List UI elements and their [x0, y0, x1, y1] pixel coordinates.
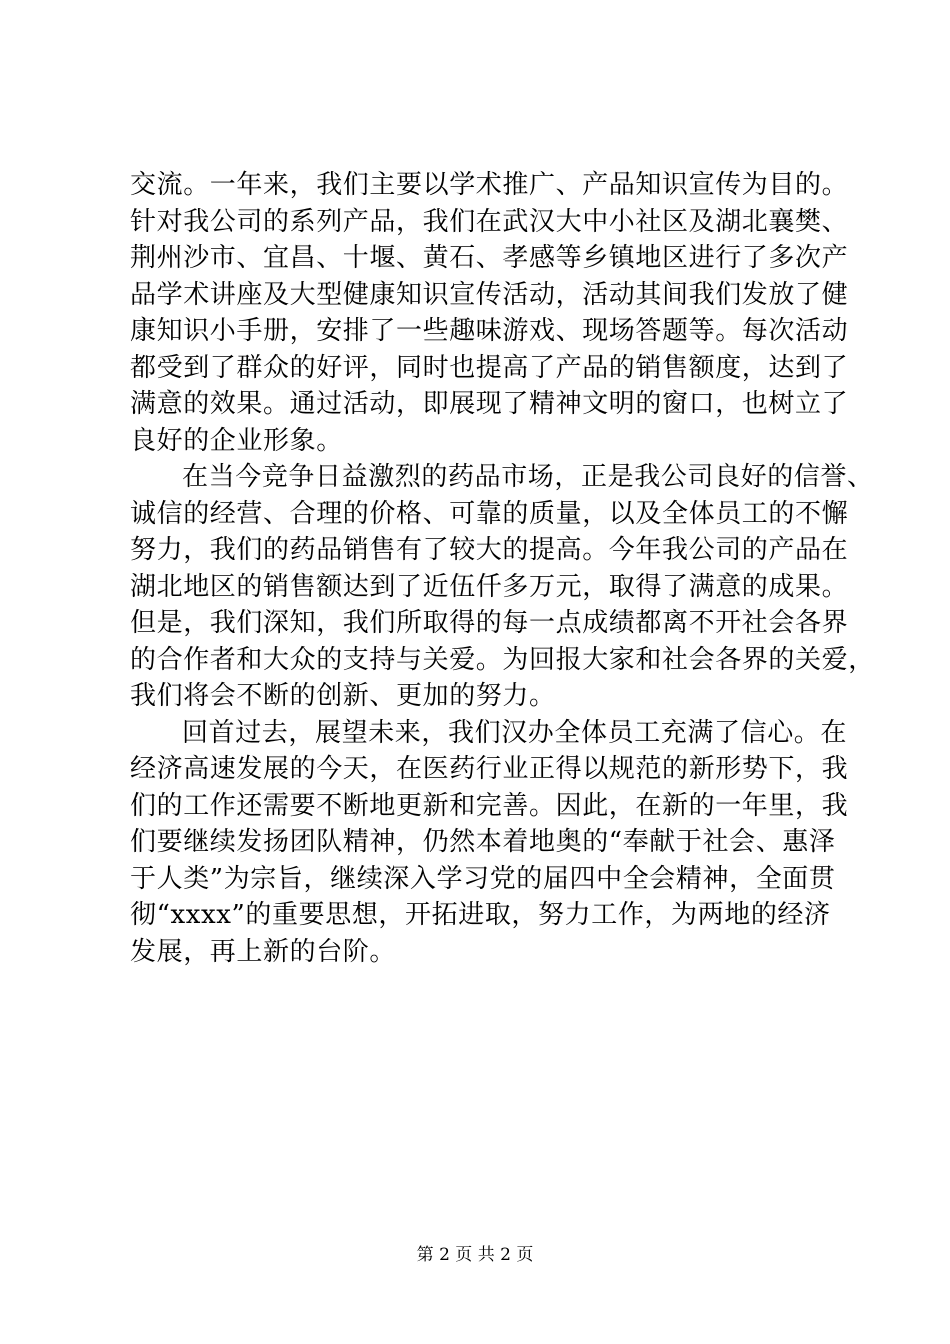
text-line: 们要继续发扬团队精神，仍然本着地奥的“奉献于社会、惠泽 [130, 827, 836, 857]
text-line: 湖北地区的销售额达到了近伍仟多万元，取得了满意的成果。 [130, 571, 849, 602]
text-line: 发展，再上新的台阶。 [130, 936, 397, 967]
text-line: 都受到了群众的好评，同时也提高了产品的销售额度，达到了 [130, 352, 849, 383]
text-line: 们的工作还需要不断地更新和完善。因此，在新的一年里，我 [130, 790, 849, 821]
text-line: 针对我公司的系列产品，我们在武汉大中小社区及湖北襄樊、 [130, 206, 849, 237]
text-line: 回首过去，展望未来，我们汉办全体员工充满了信心。在 [182, 717, 848, 748]
document-body [130, 167, 875, 970]
text-line: 于人类”为宗旨，继续深入学习党的届四中全会精神，全面贯 [130, 863, 836, 894]
page-footer: 第 2 页 共 2 页 [416, 1245, 534, 1265]
text-line: 良好的企业形象。 [130, 425, 343, 456]
text-line: 满意的效果。通过活动，即展现了精神文明的窗口，也树立了 [130, 389, 849, 419]
text-line: 品学术讲座及大型健康知识宣传活动，活动其间我们发放了健 [130, 279, 849, 310]
text-line: 经济高速发展的今天，在医药行业正得以规范的新形势下，我 [130, 754, 849, 784]
text-line: 彻“xxxx”的重要思想，开拓进取，努力工作，为两地的经济 [130, 900, 831, 930]
text-line: 但是，我们深知，我们所取得的每一点成绩都离不开社会各界 [130, 608, 849, 638]
text-line: 康知识小手册，安排了一些趣味游戏、现场答题等。每次活动 [130, 316, 849, 346]
text-line: 我们将会不断的创新、更加的努力。 [130, 681, 556, 711]
text-line: 荆州沙市、宜昌、十堰、黄石、孝感等乡镇地区进行了多次产 [130, 243, 849, 273]
text-line: 的合作者和大众的支持与关爱。为回报大家和社会各界的关爱， [130, 644, 875, 675]
text-line: 诚信的经营、合理的价格、可靠的质量，以及全体员工的不懈 [130, 498, 849, 529]
text-line: 交流。一年来，我们主要以学术推广、产品知识宣传为目的。 [130, 170, 849, 200]
text-line: 在当今竞争日益激烈的药品市场，正是我公司良好的信誉、 [182, 462, 874, 492]
text-line: 努力，我们的药品销售有了较大的提高。今年我公司的产品在 [130, 535, 849, 565]
